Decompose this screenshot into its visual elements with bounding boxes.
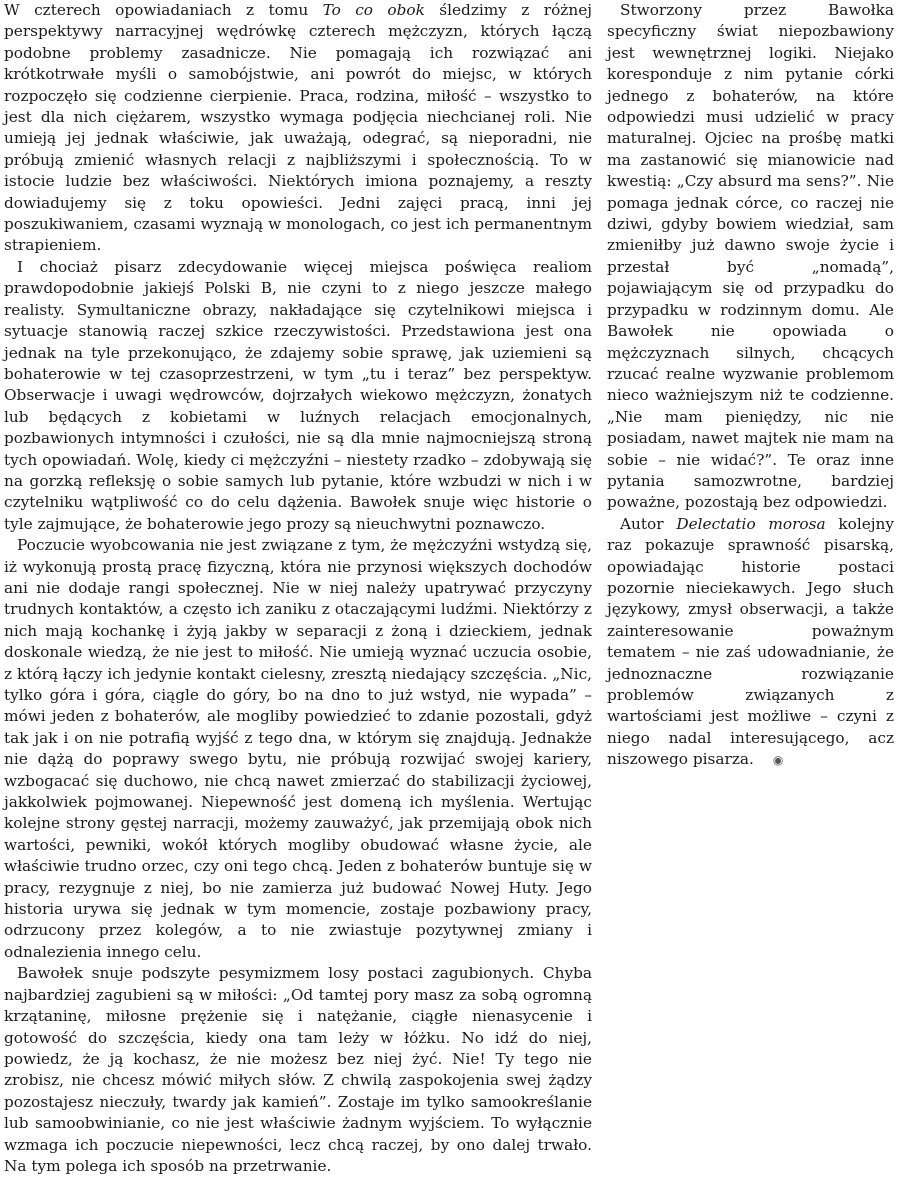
book-title-delectatio-morosa: Delectatio morosa [676,514,826,533]
paragraph-6 [607,514,894,772]
paragraph-1 [4,0,592,257]
paragraph-6-lead: Autor [620,514,677,533]
paragraph-4: Bawołek snuje podszyte pesymizmem losy postaci zagubionych. Chyba najbardziej zagubieni są w miłości: „Od tamtej pory masz za sobą ogromną krzątaninę, miłosne prężenie się i natężanie, ciągłe nienasycenie i gotowość do szczęścia, kiedy ona tam leży w łóżku. No idź do niej, powiedz, że ją kochasz, że nie możesz bez niej żyć. Nie! Ty tego nie zrobisz, nie chcesz mówić miłych słów. Z chwilą zaspokojenia swej żądzy pozostajesz nieczuły, twardy jak kamień”. Zostaje im tylko samookreślanie lub samoobwinianie, co nie jest właściwie żadnym wyjściem. To wyłącznie wzmaga ich poczucie niepewności, lecz chcą raczej, by ono dalej trwało. Na tym polega ich sposób na przetrwanie. [4,964,592,1175]
book-title-to-co-obok: To co obok [322,1,425,19]
right-column [607,0,894,772]
paragraph-1-body: śledzimy z różnej perspektywy narracyjnej wędrówkę czterech mężczyzn, których łączą podobne problemy zasadnicze. Nie pomagają ich rozwiązać ani krótkotrwałe myśli o samobójstwie, ani powrót do miejsc, w których rozpoczęło się codzienne cierpienie. Praca, rodzina, miłość – wszystko to jest dla nich ciężarem, wszystko wymaga podjęcia niechcianej roli. Nie umieją jej jednak właściwie, jak uważają, odegrać, są nieporadni, nie próbują zmienić własnych relacji z najbliższymi i społecznością. To w istocie ludzie bez właściwości. Niektórych imiona poznajemy, a reszty dowiadujemy się z toku opowieści. Jedni zajęci pracą, inni jej poszukiwaniem, czasami wyznają w monologach, co jest ich permanentnym strapieniem. [4,1,592,255]
left-column [4,0,592,1177]
paragraph-6-body: kolejny raz pokazuje sprawność pisarską, opowiadając historie postaci pozornie nieciekawych. Jego słuch językowy, zmysł obserwacji, a także zainteresowanie poważnym tematem – nie zaś udowadnianie, że jednoznaczne rozwiązanie problemów związanych z wartościami jest możliwe – czyni z niego nadal interesującego, acz niszowego pisarza. [607,514,895,769]
paragraph-1-lead: W czterech opowiadaniach z tomu [4,1,323,19]
paragraph-3: Poczucie wyobcowania nie jest związane z tym, że mężczyźni wstydzą się, iż wykonują prostą pracę fizyczną, która nie przynosi większych dochodów ani nie dodaje rangi społecznej. Nie w niej należy upatrywać przyczyny trudnych kontaktów, a często ich zaniku z otaczającymi ludźmi. Niektórzy z nich mają kochankę i żyją jakby w separacji z żoną i dzieckiem, jednak doskonale wiedzą, że nie jest to miłość. Nie umieją wyznać uczucia osobie, z którą łączy ich jedynie kontakt cielesny, zresztą niedający szczęścia. „Nic, tylko góra i góra, ciągle do góry, bo na dno to już wstyd, nie wypada” – mówi jeden z bohaterów, ale mogliby powiedzieć to zdanie pozostali, gdyż tak jak i on nie potrafią wyjść z tego dna, w którym się znajdują. Jednakże nie dążą do poprawy swego bytu, nie próbują rozwijać swojej kariery, wzbogacać się duchowo, nie chcą nawet zmierzać do stabilizacji życiowej, jakkolwiek pojmowanej. Niepewność jest domeną ich myślenia. Wertując kolejne strony gęstej narracji, możemy zauważyć, jak przemijają obok nich wartości, pewniki, wokół których mogliby obudować własne życie, ale właściwie trudno orzec, czy oni tego chcą. Jeden z bohaterów buntuje się w pracy, rezygnuje z niej, bo nie zamierza już budować Nowej Huty. Jego historia urywa się jednak w tym momencie, zostaje pozbawiony pracy, odrzucony przez kolegów, a to nie zwiastuje pozytywnej zmiany i odnalezienia innego celu. [4,536,592,961]
end-of-article-icon: ◉ [772,753,784,768]
paragraph-2: I chociaż pisarz zdecydowanie więcej miejsca poświęca realiom prawdopodobnie jakiejś Polski B, nie czyni to z niego jeszcze małego realisty. Symultaniczne obrazy, nakładające się czytelnikowi miejsca i sytuacje stanowią raczej szkice rzeczywistości. Przedstawiona jest ona jednak na tyle przekonująco, że zdajemy sobie sprawę, jak uziemieni są bohaterowie w tej czasoprzestrzeni, w tym „tu i teraz” bez perspektyw. Obserwacje i uwagi wędrowców, dojrzałych wiekowo mężczyzn, żonatych lub będących z kobietami w luźnych relacjach emocjonalnych, pozbawionych intymności i czułości, nie są dla mnie najmocniejszą stroną tych opowiadań. Wolę, kiedy ci mężczyźni – niestety rzadko – zdobywają się na gorzką refleksję o sobie samych lub pytanie, które wzbudzi w nich i w czytelniku wątpliwość co do celu dążenia. Bawołek snuje więc historie o tyle zajmujące, że bohaterowie jego prozy są nieuchwytni poznawczo. [4,257,592,533]
paragraph-5: Stworzony przez Bawołka specyficzny świat niepozbawiony jest wewnętrznej logiki. Niejako koresponduje z nim pytanie córki jednego z bohaterów, na które odpowiedzi musi udzielić w pracy maturalnej. Ojciec na prośbę matki ma zastanowić się mianowicie nad kwestią: „Czy absurd ma sens?”. Nie pomaga jednak córce, co raczej nie dziwi, gdyby bowiem wiedział, sam zmieniłby już dawno swoje życie i przestał być „nomadą”, pojawiającym się od przypadku do przypadku w rodzinnym domu. Ale Bawołek nie opowiada o mężczyznach silnych, chcących rzucać realne wyzwanie problemom nieco ważniejszym niż te codzienne. „Nie mam pieniędzy, nic nie posiadam, nawet majtek nie mam na sobie – nie widać?”. Te oraz inne pytania samozwrotne, bardziej poważne, pozostają bez odpowiedzi. [607,1,894,512]
